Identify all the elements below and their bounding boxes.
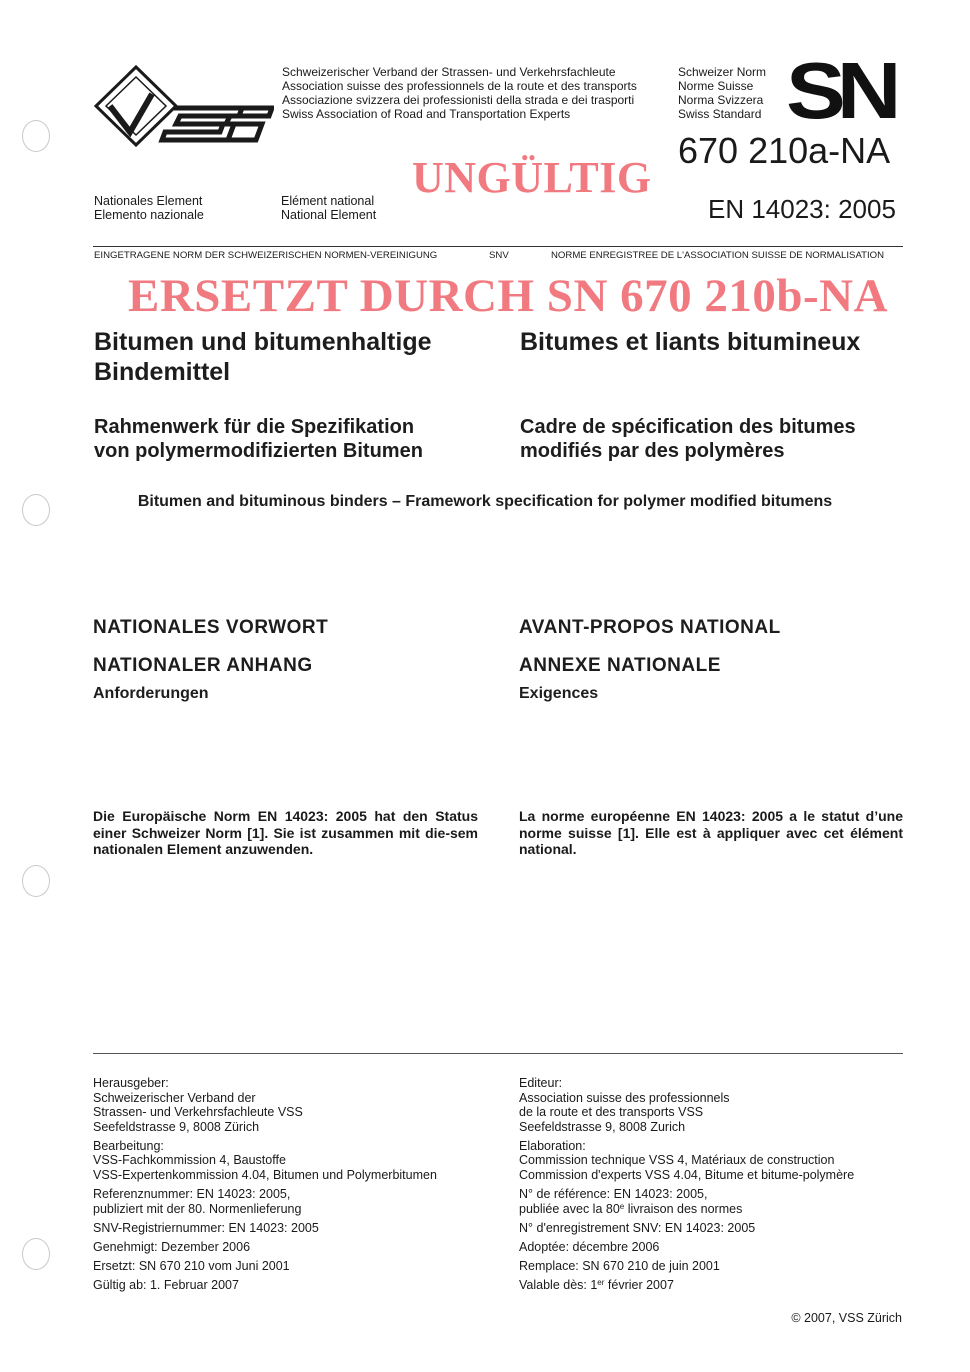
org-name-en: Swiss Association of Road and Transportation Experts [282, 107, 571, 121]
national-element-de: Nationales Element [94, 194, 203, 208]
norm-label-de: Schweizer Norm [678, 65, 767, 79]
replaced-by-stamp: ERSETZT DURCH SN 670 210b-NA [128, 270, 889, 322]
subtitle-de-line1: Rahmenwerk für die Spezifikation [94, 416, 415, 438]
national-element-left [94, 194, 204, 222]
snv-registration: SNV-Registriernummer: EN 14023: 2005 [93, 1220, 319, 1235]
national-element-middle [281, 194, 376, 222]
registry-rule [93, 246, 903, 247]
org-name-it: Associazione svizzera dei professionisti della strada e dei trasporti [282, 93, 635, 107]
editing-committee: VSS-Expertenkommission 4.04, Bitumen und Polymerbitumen [93, 1168, 437, 1183]
editing-committee: Commission d'experts VSS 4.04, Bitume et bitume-polymère [519, 1168, 855, 1183]
norm-label-fr: Norme Suisse [678, 79, 754, 93]
national-annex-fr: ANNEXE NATIONALE [519, 655, 721, 676]
title-de-line2: Bindemittel [94, 358, 231, 386]
publisher-address: Seefeldstrasse 9, 8008 Zürich [93, 1119, 260, 1134]
publisher-name: de la route et des transports VSS [519, 1105, 704, 1120]
title-de [94, 327, 432, 387]
editing-committee: Commission technique VSS 4, Matériaux de construction [519, 1153, 835, 1168]
subtitle-de [94, 415, 423, 463]
status-paragraph-de: Die Europäische Norm EN 14023: 2005 hat den Status einer Schweizer Norm [1]. Sie ist zusammen mit die-sem nationalen Element anzuwenden. [93, 808, 478, 857]
english-title: Bitumen and bituminous binders – Framework specification for polymer modified bitumens [137, 493, 833, 510]
sn-logo: SN [786, 46, 893, 135]
subtitle-fr-line2: modifiés par des polymères [520, 440, 785, 462]
valid-from: Valable dès: 1er février 2007 [519, 1278, 674, 1293]
replaces: Ersetzt: SN 670 210 vom Juni 2001 [93, 1259, 290, 1274]
copyright: © 2007, VSS Zürich [791, 1311, 902, 1325]
national-element-fr: Elément national [281, 194, 375, 208]
punch-hole [22, 865, 50, 897]
punch-hole [22, 1238, 50, 1270]
organisation-names [282, 65, 637, 121]
registry-snv: SNV [489, 250, 509, 261]
reference-number: Referenznummer: EN 14023: 2005, [93, 1187, 291, 1202]
snv-registration: N° d'enregistrement SNV: EN 14023: 2005 [519, 1220, 756, 1235]
annex-subtitle-fr: Exigences [519, 685, 599, 702]
publisher-label: Herausgeber: [93, 1076, 169, 1090]
editing-label: Bearbeitung: [93, 1138, 164, 1153]
national-element-it: Elemento nazionale [94, 208, 204, 222]
national-element-en: National Element [281, 208, 377, 222]
national-annex-de: NATIONALER ANHANG [93, 655, 313, 676]
approval-date: Adoptée: décembre 2006 [519, 1239, 660, 1254]
publisher-name: Association suisse des professionnels [519, 1090, 730, 1105]
publisher-info-fr [519, 1076, 854, 1293]
publisher-info-de [93, 1076, 437, 1293]
title-de-line1: Bitumen und bitumenhaltige [94, 328, 432, 356]
annex-subtitle-de: Anforderungen [93, 685, 209, 702]
norm-type-labels [678, 65, 766, 121]
registry-text-de: EINGETRAGENE NORM DER SCHWEIZERISCHEN NORMEN-VEREINIGUNG [94, 250, 438, 261]
subtitle-fr [520, 415, 856, 463]
reference-publication: publiziert mit der 80. Normenlieferung [93, 1201, 302, 1216]
publisher-address: Seefeldstrasse 9, 8008 Zurich [519, 1119, 686, 1134]
publisher-rule [93, 1053, 903, 1054]
org-name-de: Schweizerischer Verband der Strassen- und Verkehrsfachleute [282, 65, 616, 79]
invalid-stamp: UNGÜLTIG [412, 153, 652, 202]
editing-committee: VSS-Fachkommission 4, Baustoffe [93, 1153, 286, 1168]
en-reference: EN 14023: 2005 [708, 194, 896, 224]
reference-number: N° de référence: EN 14023: 2005, [519, 1187, 708, 1202]
status-paragraph-fr: La norme européenne EN 14023: 2005 a le statut d’une norme suisse [1]. Elle est à appliquer avec cet élément national. [519, 808, 903, 857]
publisher-name: Schweizerischer Verband der [93, 1090, 256, 1105]
publisher-name: Strassen- und Verkehrsfachleute VSS [93, 1105, 303, 1120]
subtitle-de-line2: von polymermodifizierten Bitumen [94, 440, 423, 462]
org-name-fr: Association suisse des professionnels de la route et des transports [282, 79, 637, 93]
norm-label-en: Swiss Standard [678, 107, 762, 121]
national-foreword-de: NATIONALES VORWORT [93, 617, 329, 638]
approval-date: Genehmigt: Dezember 2006 [93, 1239, 251, 1254]
valid-from: Gültig ab: 1. Februar 2007 [93, 1278, 239, 1293]
replaces: Remplace: SN 670 210 de juin 2001 [519, 1259, 720, 1274]
norm-label-it: Norma Svizzera [678, 93, 764, 107]
reference-publication: publiée avec la 80e livraison des normes [519, 1201, 743, 1216]
norm-number: 670 210a-NA [678, 130, 891, 171]
registry-text-fr: NORME ENREGISTREE DE L'ASSOCIATION SUISSE DE NORMALISATION [551, 250, 885, 261]
subtitle-fr-line1: Cadre de spécification des bitumes [520, 416, 856, 438]
vss-logo [92, 64, 274, 150]
publisher-label: Editeur: [519, 1076, 563, 1090]
title-fr: Bitumes et liants bitumineux [520, 328, 861, 356]
punch-hole [22, 120, 50, 152]
editing-label: Elaboration: [519, 1138, 586, 1153]
national-foreword-fr: AVANT-PROPOS NATIONAL [519, 617, 781, 638]
